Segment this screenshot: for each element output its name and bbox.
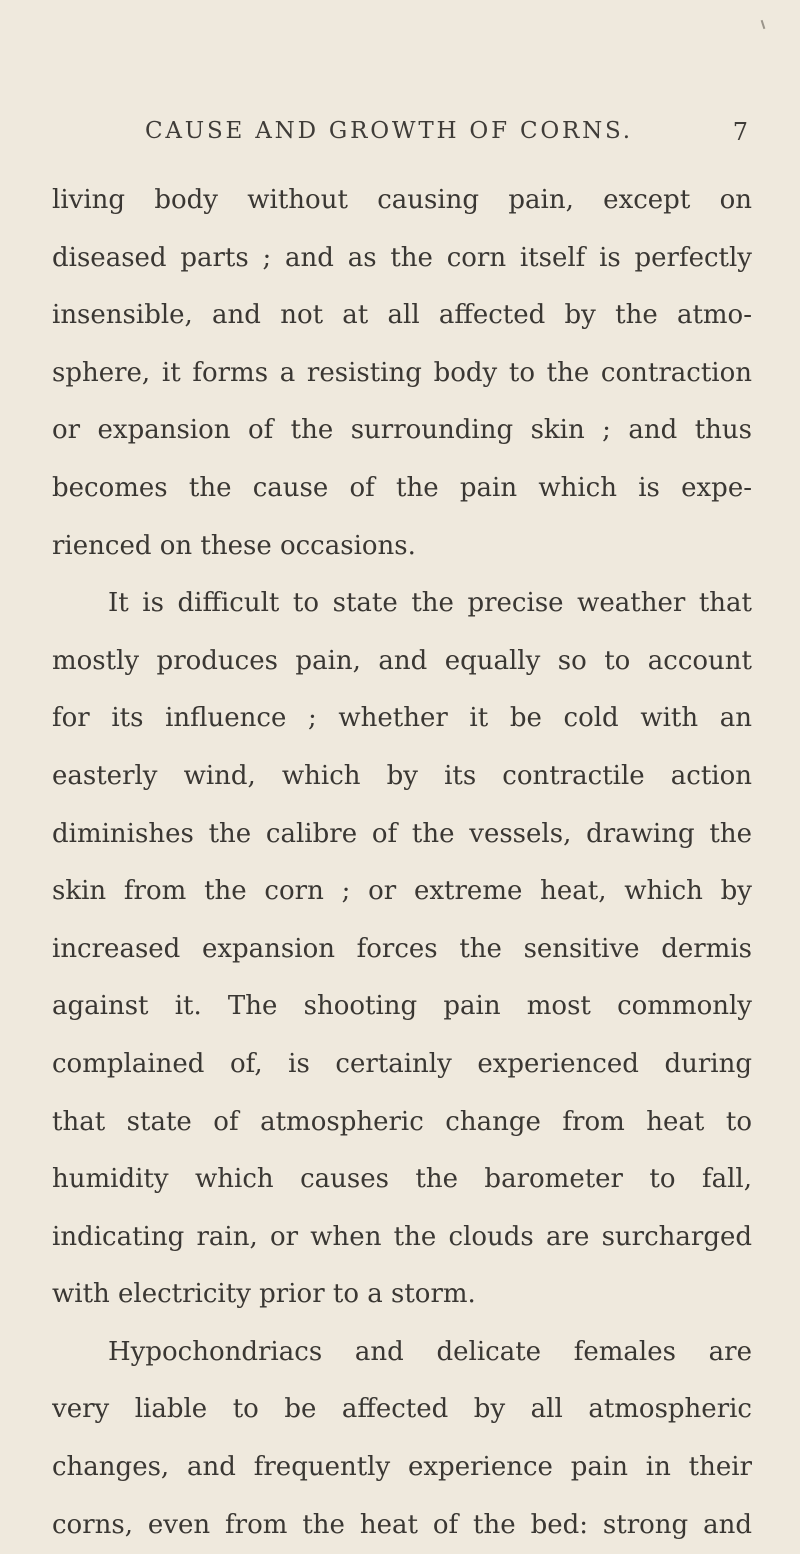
page-header [145, 118, 748, 158]
text-line: diseased parts ; and as the corn itself is perfectly [52, 242, 752, 273]
running-title: CAUSE AND GROWTH OF CORNS. [145, 118, 633, 144]
page-mark [761, 20, 766, 29]
text-line: becomes the cause of the pain which is expe- [52, 472, 752, 503]
text-line: that state of atmospheric change from heat to [52, 1106, 752, 1137]
text-line: easterly wind, which by its contractile action [52, 760, 752, 791]
text-line: with electricity prior to a storm. [52, 1279, 476, 1310]
text-line: diminishes the calibre of the vessels, drawing the [52, 818, 752, 849]
text-line: against it. The shooting pain most commonly [52, 991, 752, 1022]
text-line: corns, even from the heat of the bed: strong and [52, 1509, 752, 1540]
text-line: indicating rain, or when the clouds are surcharged [52, 1221, 752, 1252]
paragraph-start-line: It is difficult to state the precise weather that [108, 588, 752, 619]
text-line: for its influence ; whether it be cold with an [52, 703, 752, 734]
text-line: changes, and frequently experience pain in their [52, 1452, 752, 1483]
text-line: complained of, is certainly experienced during [52, 1048, 752, 1079]
body-text [52, 172, 752, 1554]
text-line: living body without causing pain, except on [52, 185, 752, 215]
text-line: rienced on these occasions. [52, 530, 416, 561]
text-line: increased expansion forces the sensitive dermis [52, 933, 752, 964]
paragraph-start-line: Hypochondriacs and delicate females are [108, 1336, 752, 1367]
text-line: skin from the corn ; or extreme heat, which by [52, 876, 752, 907]
text-line: or expansion of the surrounding skin ; and thus [52, 415, 752, 446]
text-line: very liable to be affected by all atmospheric [52, 1394, 752, 1425]
text-line: sphere, it forms a resisting body to the contraction [52, 357, 752, 388]
text-line: mostly produces pain, and equally so to account [52, 645, 752, 676]
text-line: humidity which causes the barometer to fall, [52, 1164, 752, 1195]
page-number: 7 [732, 118, 748, 146]
text-line: insensible, and not at all affected by the atmo- [52, 300, 752, 331]
